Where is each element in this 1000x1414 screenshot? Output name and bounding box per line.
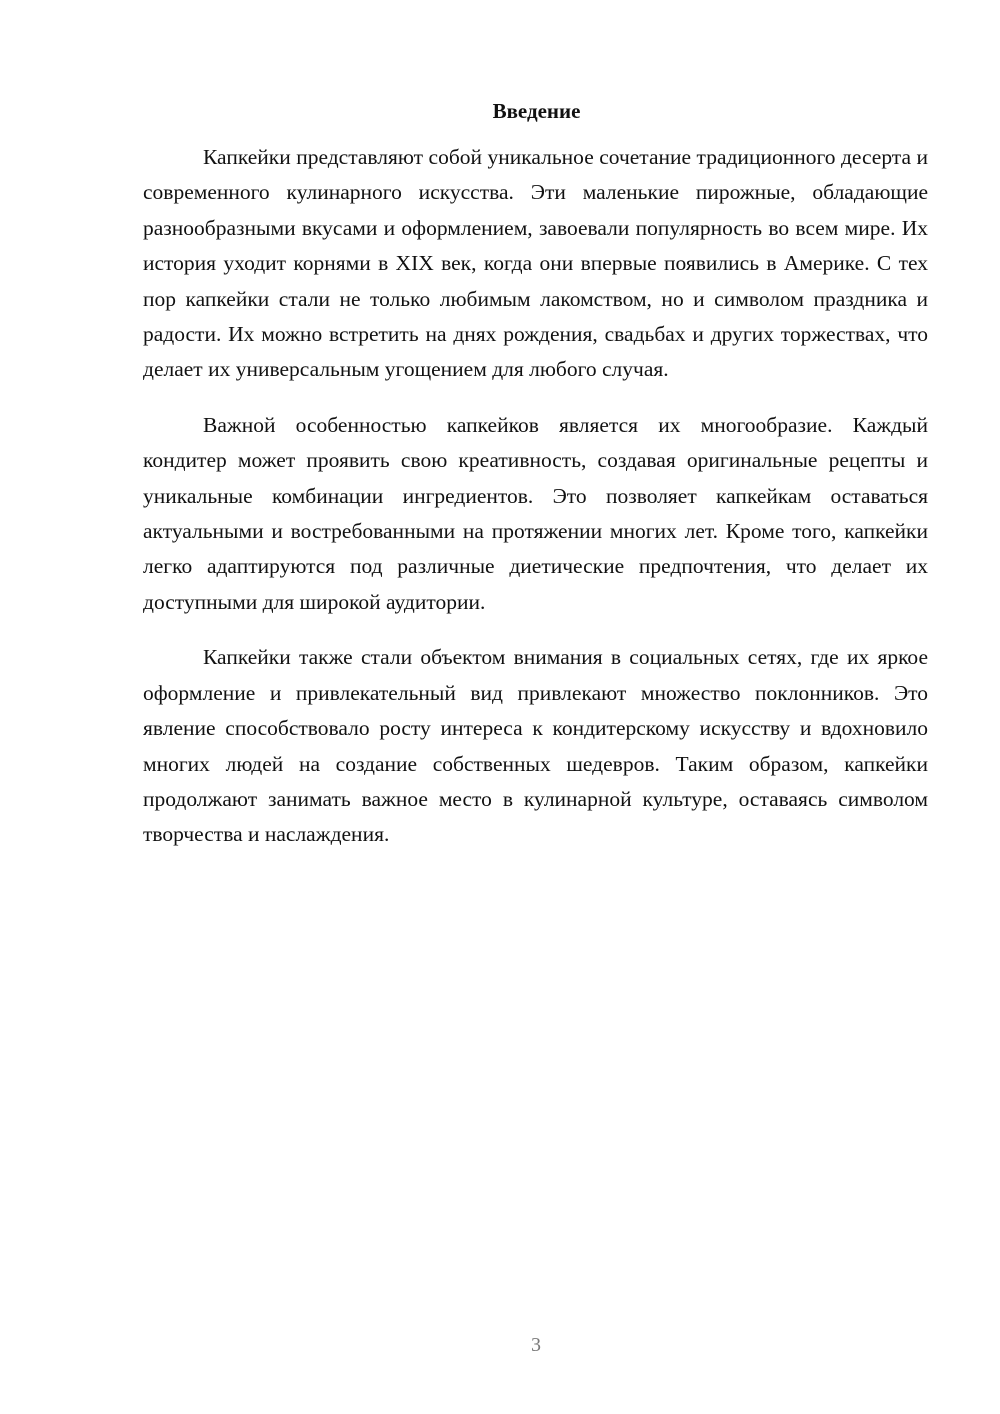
page-body <box>143 94 928 873</box>
page-number: 3 <box>531 1334 541 1356</box>
section-title: Введение <box>492 99 581 123</box>
paragraph-1: Капкейки представляют собой уникальное сочетание традиционного десерта и современного кулинарного искусства. Эти маленькие пирожные, обладающие разнообразными вкусами и оформлением, завоевали популярность во всем мире. Их история уходит корнями в XIX век, когда они впервые появились в Америке. С тех пор капкейки стали не только любимым лакомством, но и символом праздника и радости. Их можно встретить на днях рождения, свадьбах и других торжествах, что делает их универсальным угощением для любого случая. <box>143 145 928 382</box>
paragraph-3: Капкейки также стали объектом внимания в социальных сетях, где их яркое оформление и привлекательный вид привлекают множество поклонников. Это явление способствовало росту интереса к кондитерскому искусству и вдохновило многих людей на создание собственных шедевров. Таким образом, капкейки продолжают занимать важное место в кулинарной культуре, оставаясь символом творчества и наслаждения. <box>143 645 928 847</box>
paragraph-2: Важной особенностью капкейков является их многообразие. Каждый кондитер может проявить свою креативность, создавая оригинальные рецепты и уникальные комбинации ингредиентов. Это позволяет капкейкам оставаться актуальными и востребованными на протяжении многих лет. Кроме того, капкейки легко адаптируются под различные диетические предпочтения, что делает их доступными для широкой аудитории. <box>143 412 928 614</box>
